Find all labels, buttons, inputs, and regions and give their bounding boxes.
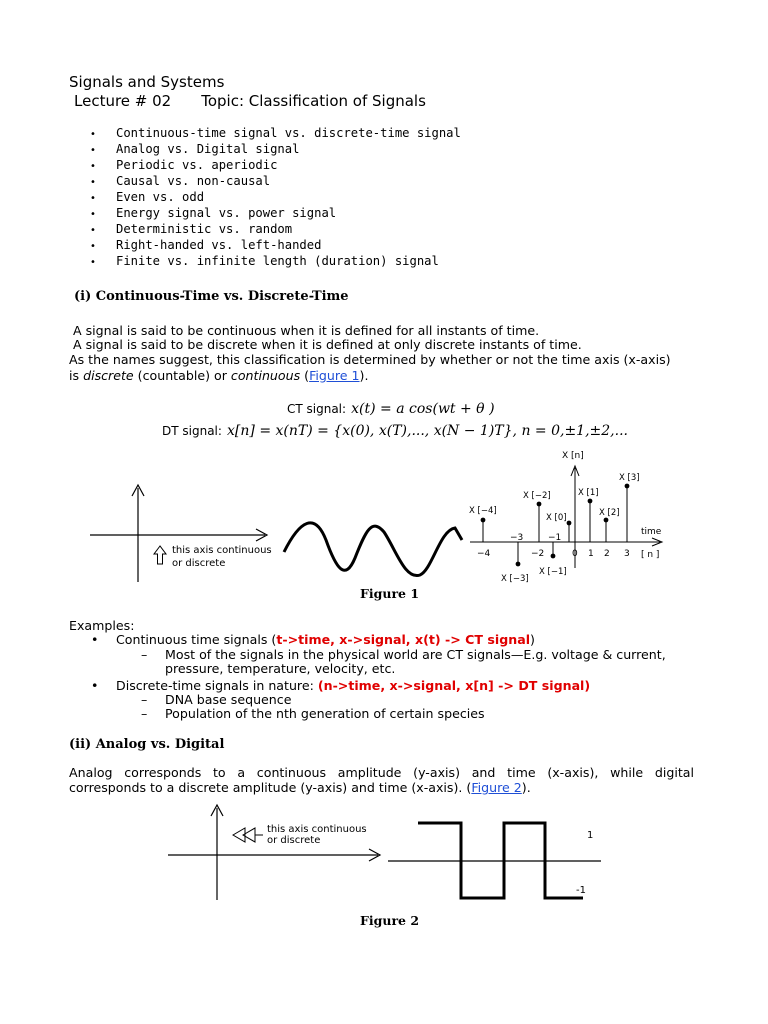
bullet: • (91, 632, 99, 647)
dash: – (141, 647, 148, 662)
tick-label: 2 (604, 549, 610, 559)
bullet: • (90, 193, 96, 204)
axis-note-line2: or discrete (172, 558, 226, 569)
sample-point (604, 518, 609, 523)
sample-label: X [0] (546, 513, 567, 523)
sample-point (588, 499, 593, 504)
double-left-arrow-icon (233, 828, 263, 842)
example-dt-item: • Discrete-time signals in nature: (n->time, x->signal, x[n] -> DT signal) (91, 678, 591, 693)
bullet: • (90, 257, 96, 268)
paragraph-line: A signal is said to be continuous when it is defined for all instants of time. (73, 323, 540, 338)
bullet: • (91, 678, 99, 693)
bullet: • (90, 241, 96, 252)
ct-sine-wave (284, 523, 462, 576)
time-label: time (641, 527, 662, 537)
paragraph-line: Analog corresponds to a continuous amplitude (y-axis) and time (x-axis), while digital (69, 765, 694, 780)
axis-note-line1: this axis continuous (267, 824, 367, 835)
analog-axes (168, 805, 380, 900)
figure-1-link[interactable]: Figure 1 (309, 368, 360, 383)
list-item: • Right-handed vs. left-handed (90, 237, 461, 253)
dt-formula: x[n] = x(nT) = {x(0), x(T),..., x(N − 1)T}, n = 0,±1,±2,... (227, 423, 628, 439)
sample-label: X [2] (599, 508, 620, 518)
paragraph-line: As the names suggest, this classification is determined by whether or not the time axis (x-axis) (69, 352, 671, 367)
figure-1-caption: Figure 1 (360, 586, 420, 601)
dt-label: DT signal: (162, 424, 222, 438)
examples-heading: Examples: (69, 618, 135, 633)
example-ct-item: • Continuous time signals (t->time, x->signal, x(t) -> CT signal) (91, 632, 535, 647)
tick-label: 1 (588, 549, 594, 559)
list-item: • Causal vs. non-causal (90, 173, 461, 189)
dash: – (141, 706, 148, 721)
tick-label: −2 (531, 549, 545, 559)
lecture-number: Lecture # 02 (74, 92, 172, 110)
bullet: • (90, 145, 96, 156)
tick-label: −1 (548, 533, 562, 543)
example-dt-sub: – DNA base sequence (141, 692, 292, 707)
sample-label: X [1] (578, 488, 599, 498)
example-ct-sub: – Most of the signals in the physical world are CT signals—E.g. voltage & current, (141, 647, 666, 662)
topics-list (90, 125, 461, 269)
ct-label: CT signal: (287, 402, 347, 416)
bullet: • (90, 177, 96, 188)
list-item: • Energy signal vs. power signal (90, 205, 461, 221)
axis-note-line2: or discrete (267, 835, 321, 846)
list-item: • Finite vs. infinite length (duration) signal (90, 253, 461, 269)
tick-label: 3 (624, 549, 630, 559)
bullet: • (90, 129, 96, 140)
sample-label: X [−2] (523, 491, 551, 501)
tick-label: 0 (572, 549, 578, 559)
ct-equation (287, 398, 495, 417)
ct-formula: x(t) = a cos(wt + θ ) (351, 401, 495, 417)
paragraph-line: corresponds to a discrete amplitude (y-axis) and time (x-axis). (Figure 2). (69, 780, 531, 795)
tick-label: −4 (477, 549, 491, 559)
figure-2 (0, 800, 768, 910)
sample-label: X [3] (619, 473, 640, 483)
n-label: [ n ] (641, 550, 660, 560)
list-item: • Deterministic vs. random (90, 221, 461, 237)
bullet: • (90, 209, 96, 220)
paragraph-line: A signal is said to be discrete when it is defined at only discrete instants of time. (73, 337, 582, 352)
list-item: • Analog vs. Digital signal (90, 141, 461, 157)
sample-point (481, 518, 486, 523)
lecture-topic: Topic: Classification of Signals (201, 92, 426, 110)
figure-1 (0, 440, 768, 610)
sample-label: X [−1] (539, 567, 567, 577)
list-item: • Continuous-time signal vs. discrete-time signal (90, 125, 461, 141)
sample-point (625, 484, 630, 489)
section-heading-analog-digital: (ii) Analog vs. Digital (69, 737, 225, 752)
dt-equation (162, 420, 628, 439)
sample-point (537, 502, 542, 507)
level-low-label: -1 (576, 885, 586, 896)
axis-note-line1: this axis continuous (172, 545, 272, 556)
up-arrow-icon (154, 546, 166, 564)
dash: – (141, 692, 148, 707)
sample-point (551, 554, 556, 559)
figure-2-link[interactable]: Figure 2 (471, 780, 522, 795)
sample-point (567, 521, 572, 526)
figure-2-caption: Figure 2 (360, 913, 420, 928)
sample-label: X [−4] (469, 506, 497, 516)
sample-label: X [−3] (501, 574, 529, 584)
example-dt-sub: – Population of the nth generation of certain species (141, 706, 485, 721)
bullet: • (90, 161, 96, 172)
example-ct-sub-cont: pressure, temperature, velocity, etc. (165, 661, 396, 676)
list-item: • Periodic vs. aperiodic (90, 157, 461, 173)
dt-axis-title: X [n] (562, 451, 584, 461)
list-item: • Even vs. odd (90, 189, 461, 205)
lecture-line (74, 92, 426, 110)
tick-label: −3 (510, 533, 524, 543)
sample-point (516, 562, 521, 567)
level-high-label: 1 (587, 830, 594, 841)
section-heading-ct-dt: (i) Continuous-Time vs. Discrete-Time (74, 289, 349, 304)
paragraph-line: is discrete (countable) or continuous (Figure 1). (69, 368, 369, 383)
document-title: Signals and Systems (69, 73, 225, 91)
bullet: • (90, 225, 96, 236)
